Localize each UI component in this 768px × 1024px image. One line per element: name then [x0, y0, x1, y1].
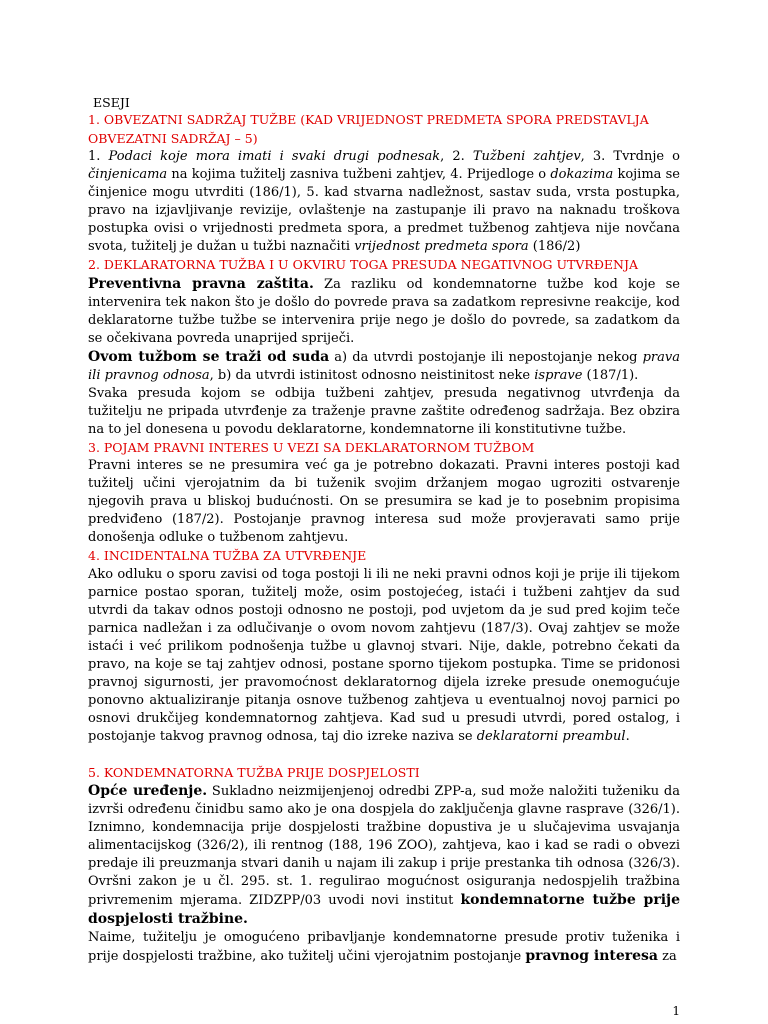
section-5-paragraph-2: Naime, tužitelju je omogućeno pribavljanje kondemnatorne presude protiv tuženika i prije dospjelosti tražbine, ako tužitelj učini vjerojatnim postojanje pravnog interesa za — [88, 930, 680, 964]
section-2-paragraph-3: Svaka presuda kojom se odbija tužbeni zahtjev, presuda negativnog utvrđenja da tužitelju ne pripada utvrđenje za traženje pravne zaštite određenog sadržaja. Bez obzira na to jel donesena u povodu deklaratorne, kondemnatorne ili konstitutivne tužbe. — [88, 385, 680, 437]
section-2-paragraph-2: Ovom tužbom se traži od suda a) da utvrdi postojanje ili nepostojanje nekog prava ili pravnog odnosa, b) da utvrdi istinitost odnosno neistinitost neke isprave (187/1). — [88, 348, 680, 383]
section-3-paragraph: Pravni interes se ne presumira već ga je potrebno dokazati. Pravni interes postoji kad tužitelj učini vjerojatnim da bi tuženik svojim držanjem mogao ugroziti ostvarenje njegovih prava u bliskoj budućnosti. On se presumira se kad je to posebnim propisima predviđeno (187/2). Postojanje pravnog interesa sud može provjeravati samo prije donošenja odluke o tužbenom zahtjevu. — [88, 458, 680, 545]
section-4-heading: 4. INCIDENTALNA TUŽBA ZA UTVRĐENJE — [88, 548, 367, 563]
section-3-heading: 3. POJAM PRAVNI INTERES U VEZI SA DEKLARATORNOM TUŽBOM — [88, 439, 535, 455]
section-2-paragraph-1: Preventivna pravna zaštita. Za razliku od kondemnatorne tužbe kod koje se intervenira tek nakon što je došlo do povrede prava sa zadatkom represivne reakcije, kod deklaratorne tužbe tužbe se intervenira prije nego je došlo do povrede, sa zadatkom da se očekivana povreda unaprijed spriječi. — [88, 275, 681, 346]
section-1-paragraph: 1. Podaci koje mora imati i svaki drugi podnesak, 2. Tužbeni zahtjev, 3. Tvrdnje o činjenicama na kojima tužitelj zasniva tužbeni zahtjev, 4. Prijedloge o dokazima kojima se činjenice mogu utvrditi (186/1), 5. kad stvarna nadležnost, sastav suda, vrsta postupka, pravo na izjavljivanje revizije, ovlaštenje na zastupanje ili pravo na naknadu troškova postupka ovisi o vrijednosti predmeta spora, a predmet tužbenog zahtjeva nije novčana svota, tužitelj je dužan u tužbi naznačiti vrijednost predmeta spora (186/2) — [88, 149, 680, 254]
section-5-paragraph-1: Opće uređenje. Sukladno neizmijenjenoj odredbi ZPP-a, sud može naložiti tuženiku da izvrši određenu činidbu samo ako je ona dospjela do zaključenja glavne rasprave (326/1). Iznimno, kondemnacija prije dospjelosti tražbine dopustiva je u slučajevima usvajanja alimentacijskog (326/2), ili rentnog (188, 196 ZOO), zahtjeva, kao i kad se radi o obvezi predaje ili preuzmanja stvari danih u najam ili zakup i prije prestanka tih odnosa (326/3). Ovršni zakon je u čl. 295. st. 1. regulirao mogućnost osiguranja nedospjelih tražbina privremenim mjerama. ZIDZPP/03 uvodi novi institut kondemnatorne tužbe prije dospjelosti tražbine. — [88, 783, 680, 927]
section-1-heading: 1. OBVEZATNI SADRŽAJ TUŽBE (KAD VRIJEDNOST PREDMETA SPORA PREDSTAVLJA OBVEZATNI SADRŽAJ – 5) — [88, 112, 649, 146]
section-5-heading: 5. KONDEMNATORNA TUŽBA PRIJE DOSPJELOSTI — [88, 764, 420, 780]
page-number: 1 — [672, 1004, 680, 1018]
document-label: ESEJI — [93, 95, 130, 110]
section-2-heading: 2. DEKLARATORNA TUŽBA I U OKVIRU TOGA PRESUDA NEGATIVNOG UTVRĐENJA — [88, 257, 639, 272]
section-spacer — [88, 746, 680, 764]
section-4-paragraph: Ako odluku o sporu zavisi od toga postoji li ili ne neki pravni odnos koji je prije ili tijekom parnice postao sporan, tužitelj može, osim postojećeg, istaći i tužbeni zahtjev da sud utvrdi da takav odnos postoji odnosno ne postoji, pod uvjetom da je sud pred kojim teče parnica nadležan i za odlučivanje o ovom novom zahtjevu (187/3). Ovaj zahtjev se može istaći i već prilikom podnošenja tužbe u glavnoj stvari. Nije, dakle, potrebno čekati da pravo, na koje se taj zahtjev odnosi, postane sporno tijekom postupka. Time se pridonosi pravnoj sigurnosti, jer pravomoćnost deklaratornog dijela izreke presude onemogućuje ponovno aktualiziranje pitanja osnove tužbenog zahtjeva u eventualnoj novoj parnici po osnovi drukčijeg kondemnatornog zahtjeva. Kad sud u presudi utvrdi, pored ostalog, i postojanje takvog pravnog odnosa, taj dio izreke naziva se deklaratorni preambul. — [88, 566, 680, 744]
